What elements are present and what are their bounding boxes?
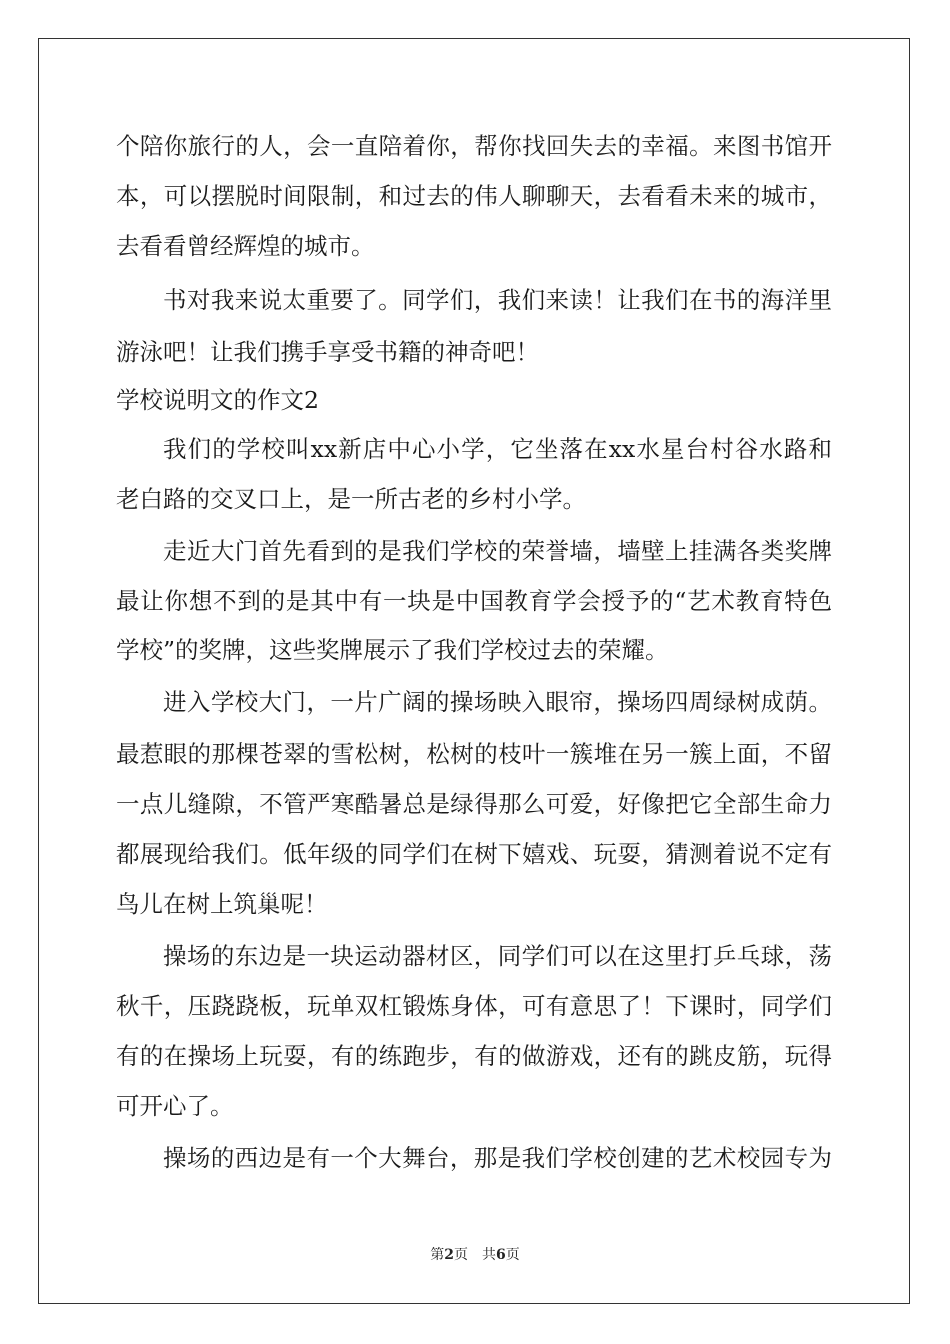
text-line: 老白路的交叉口上，是一所古老的乡村小学。 xyxy=(116,485,586,513)
text-line: 秋千，压跷跷板，玩单双杠锻炼身体，可有意思了！下课时，同学们 xyxy=(116,992,832,1020)
text-line: 个陪你旅行的人，会一直陪着你，帮你找回失去的幸福。来图书馆开 xyxy=(116,132,832,160)
text-line: 游泳吧！让我们携手享受书籍的神奇吧！ xyxy=(116,338,539,366)
text-line: 去看看曾经辉煌的城市。 xyxy=(116,232,375,260)
paragraph-first-line: 书对我来说太重要了。同学们，我们来读！让我们在书的海洋里 xyxy=(163,286,832,314)
footer-suffix: 页 xyxy=(505,1247,520,1263)
text-line: 鸟儿在树上筑巢呢！ xyxy=(116,890,328,918)
paragraph-first-line: 我们的学校叫xx新店中心小学，它坐落在xx水星台村谷水路和 xyxy=(163,435,832,463)
paragraph-first-line: 操场的东边是一块运动器材区，同学们可以在这里打乒乓球，荡 xyxy=(163,942,832,970)
text-line: 有的在操场上玩耍，有的练跑步，有的做游戏，还有的跳皮筋，玩得 xyxy=(116,1042,832,1070)
text-line: 可开心了。 xyxy=(116,1092,234,1120)
current-page-number: 2 xyxy=(444,1247,454,1263)
text-line: 都展现给我们。低年级的同学们在树下嬉戏、玩耍，猜测着说不定有 xyxy=(116,840,832,868)
paragraph-first-line: 进入学校大门，一片广阔的操场映入眼帘，操场四周绿树成荫。 xyxy=(163,688,832,716)
total-pages-number: 6 xyxy=(496,1247,506,1263)
footer-middle: 页 共 xyxy=(454,1247,496,1263)
section-heading: 学校说明文的作文2 xyxy=(116,386,319,414)
text-line: 学校”的奖牌，这些奖牌展示了我们学校过去的荣耀。 xyxy=(116,636,669,664)
paragraph-first-line: 操场的西边是有一个大舞台，那是我们学校创建的艺术校园专为 xyxy=(163,1144,832,1172)
paragraph-first-line: 走近大门首先看到的是我们学校的荣誉墙，墙壁上挂满各类奖牌 xyxy=(163,537,832,565)
text-line: 最惹眼的那棵苍翠的雪松树，松树的枝叶一簇堆在另一簇上面，不留 xyxy=(116,740,832,768)
footer-prefix: 第 xyxy=(430,1247,445,1263)
text-line: 最让你想不到的是其中有一块是中国教育学会授予的“艺术教育特色 xyxy=(116,587,832,615)
text-line: 本，可以摆脱时间限制，和过去的伟人聊聊天，去看看未来的城市， xyxy=(116,182,832,210)
page-footer xyxy=(0,1244,950,1264)
text-line: 一点儿缝隙，不管严寒酷暑总是绿得那么可爱，好像把它全部生命力 xyxy=(116,790,832,818)
